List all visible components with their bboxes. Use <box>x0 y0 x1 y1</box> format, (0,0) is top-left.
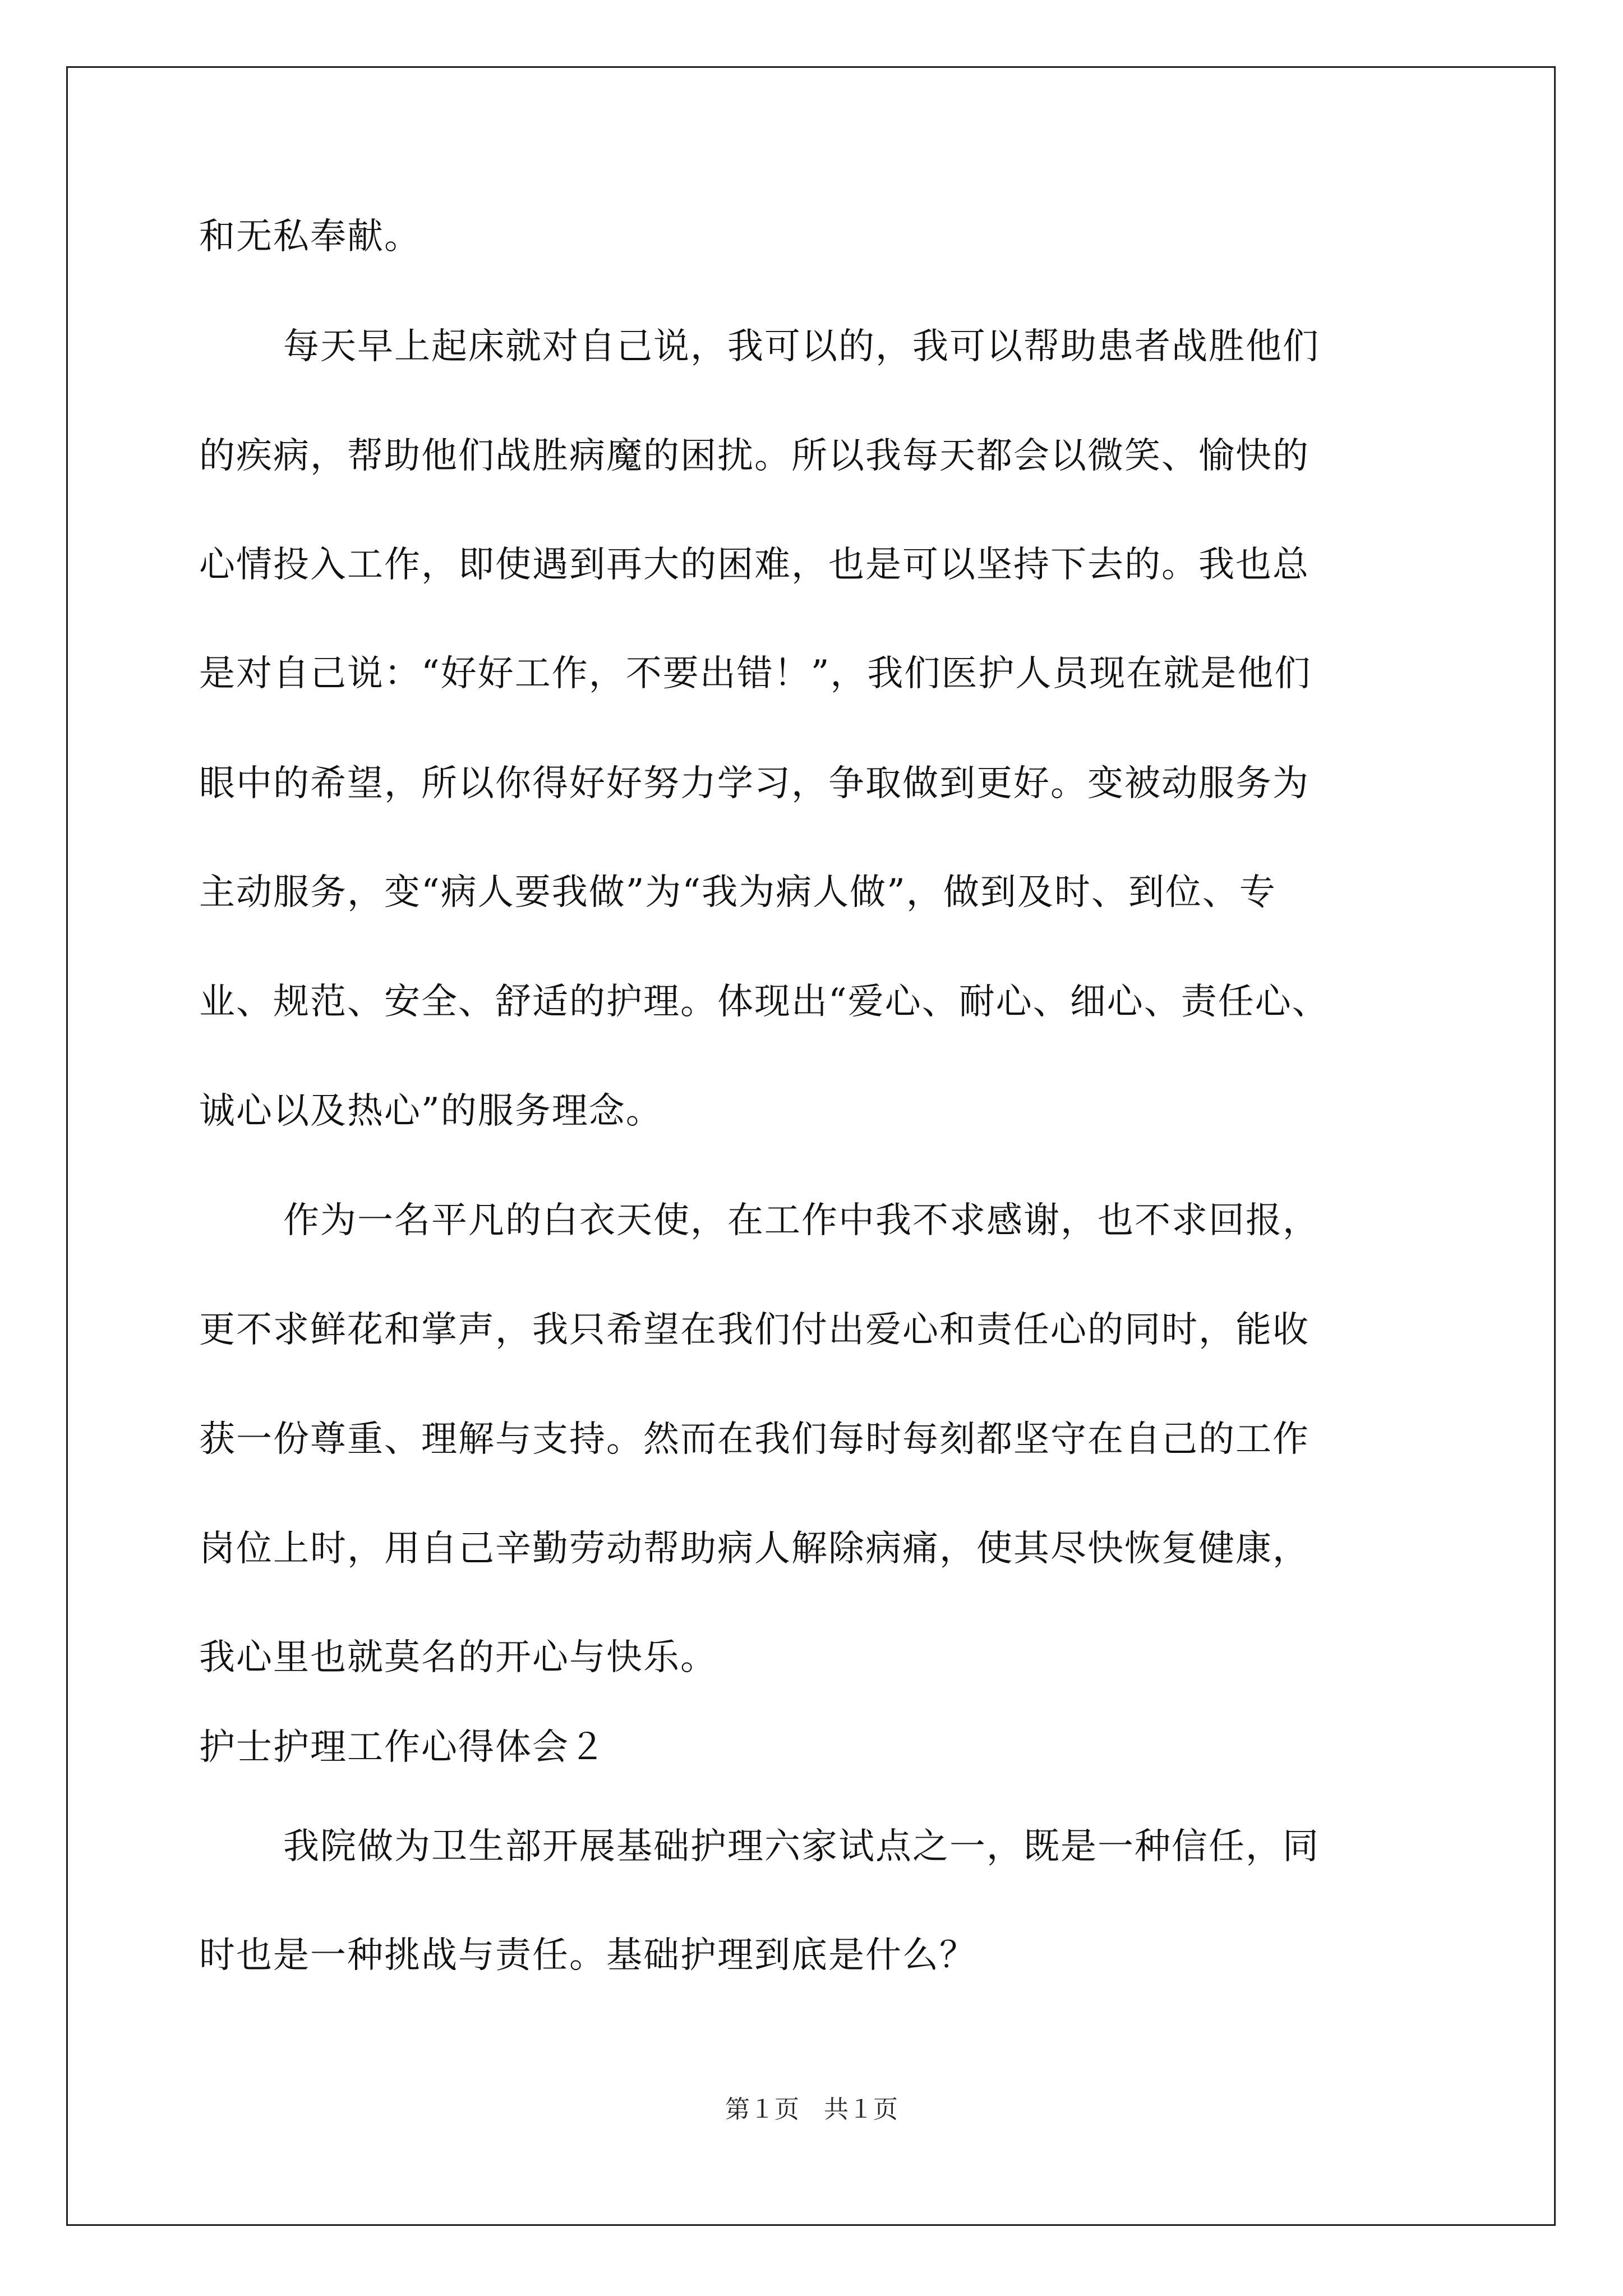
section-heading: 护士护理工作心得体会２ <box>199 1727 606 1768</box>
paragraph-line: 我心里也就莫名的开心与快乐。 <box>199 1637 717 1678</box>
paragraph-line: 时也是一种挑战与责任。基础护理到底是什么？ <box>199 1935 976 1976</box>
page-border <box>66 66 1556 2226</box>
paragraph-line: 更不求鲜花和掌声，我只希望在我们付出爱心和责任心的同时，能收 <box>199 1309 1310 1351</box>
paragraph-line: 和无私奉献。 <box>199 216 421 257</box>
paragraph-line: 的疾病，帮助他们战胜病魔的困扰。所以我每天都会以微笑、愉快的 <box>199 435 1310 477</box>
paragraph-line: 眼中的希望，所以你得好好努力学习，争取做到更好。变被动服务为 <box>199 763 1310 804</box>
paragraph-line: 岗位上时，用自己辛勤劳动帮助病人解除病痛，使其尽快恢复健康， <box>199 1528 1310 1570</box>
paragraph-line: 每天早上起床就对自己说，我可以的，我可以帮助患者战胜他们 <box>283 326 1320 367</box>
paragraph-line: 获一份尊重、理解与支持。然而在我们每时每刻都坚守在自己的工作 <box>199 1419 1310 1460</box>
paragraph-line: 主动服务，变“病人要我做”为“我为病人做”，做到及时、到位、专 <box>199 872 1276 913</box>
paragraph-line: 是对自己说：“好好工作，不要出错！”，我们医护人员现在就是他们 <box>199 653 1312 694</box>
paragraph-line: 作为一名平凡的白衣天使，在工作中我不求感谢，也不求回报， <box>283 1200 1320 1241</box>
paragraph-line: 我院做为卫生部开展基础护理六家试点之一，既是一种信任，同 <box>283 1826 1320 1867</box>
paragraph-line: 心情投入工作，即使遇到再大的困难，也是可以坚持下去的。我也总 <box>199 544 1310 586</box>
paragraph-line: 诚心以及热心”的服务理念。 <box>199 1091 663 1132</box>
paragraph-line: 业、规范、安全、舒适的护理。体现出“爱心、耐心、细心、责任心、 <box>199 981 1329 1023</box>
page-footer: 第１页 共１页 <box>725 2095 898 2124</box>
